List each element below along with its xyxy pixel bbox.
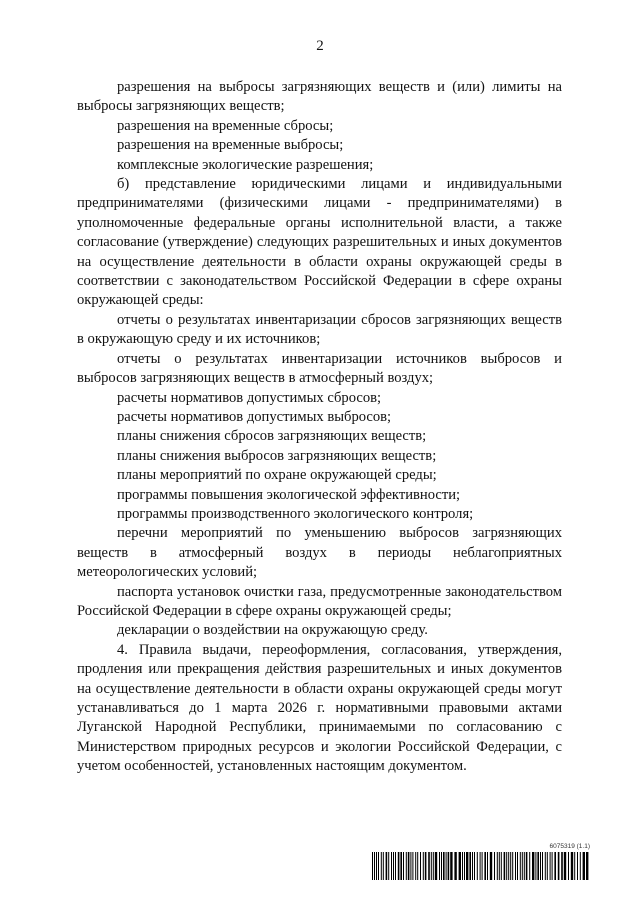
page-number: 2 [316,38,324,54]
paragraph: паспорта установок очистки газа, предусмотренные законодательством Российской Федерации в сфере охраны окружающей среды; [77,583,562,619]
paragraph: программы повышения экологической эффективности; [117,486,461,503]
document-barcode [372,843,590,883]
paragraph: планы снижения сбросов загрязняющих веществ; [117,428,427,445]
barcode-image [372,852,590,880]
paragraph: разрешения на временные сбросы; [117,117,334,134]
paragraph: отчеты о результатах инвентаризации источников выбросов и выбросов загрязняющих веществ в атмосферный воздух; [77,350,562,387]
paragraph: расчеты нормативов допустимых выбросов; [117,408,392,425]
paragraph: разрешения на временные выбросы; [117,137,344,154]
paragraph: перечни мероприятий по уменьшению выбросов загрязняющих веществ в атмосферный воздух в периоды неблагоприятных метеорологических условий; [77,525,562,581]
paragraph: б) представление юридическими лицами и индивидуальными предпринимателями (физическими лицами - предпринимателями) в уполномоченные федеральные органы исполнительной власти, а также согласование (утверждение) следующих разрешительных и иных документов на осуществление деятельности в области охраны окружающей среды в соответствии с законодательством Российской Федерации в сфере охраны окружающей среды: [77,176,562,309]
paragraph: разрешения на выбросы загрязняющих веществ и (или) лимиты на выбросы загрязняющих веществ; [77,79,562,115]
paragraph: декларации о воздействии на окружающую среду. [117,622,428,639]
barcode-number: 6075319 (1.1) [549,843,590,850]
paragraph: программы производственного экологического контроля; [117,505,474,522]
paragraph: планы снижения выбросов загрязняющих веществ; [117,447,437,464]
paragraph: отчеты о результатах инвентаризации сбросов загрязняющих веществ в окружающую среду и их источников; [77,311,562,348]
paragraph: расчеты нормативов допустимых сбросов; [117,389,382,406]
paragraph: комплексные экологические разрешения; [117,156,374,173]
paragraph: 4. Правила выдачи, переоформления, согласования, утверждения, продления или прекращения действия разрешительных и иных документов на осуществление деятельности в области охраны окружающей среды могут устанавливаться до 1 марта 2026 г. нормативными правовыми актами Луганской Народной Республики, принимаемыми по согласованию с Министерством природных ресурсов и экологии Российской Федерации, с учетом особенностей, установленных настоящим документом. [77,641,562,775]
document-body [77,78,562,777]
paragraph: планы мероприятий по охране окружающей среды; [117,467,437,484]
